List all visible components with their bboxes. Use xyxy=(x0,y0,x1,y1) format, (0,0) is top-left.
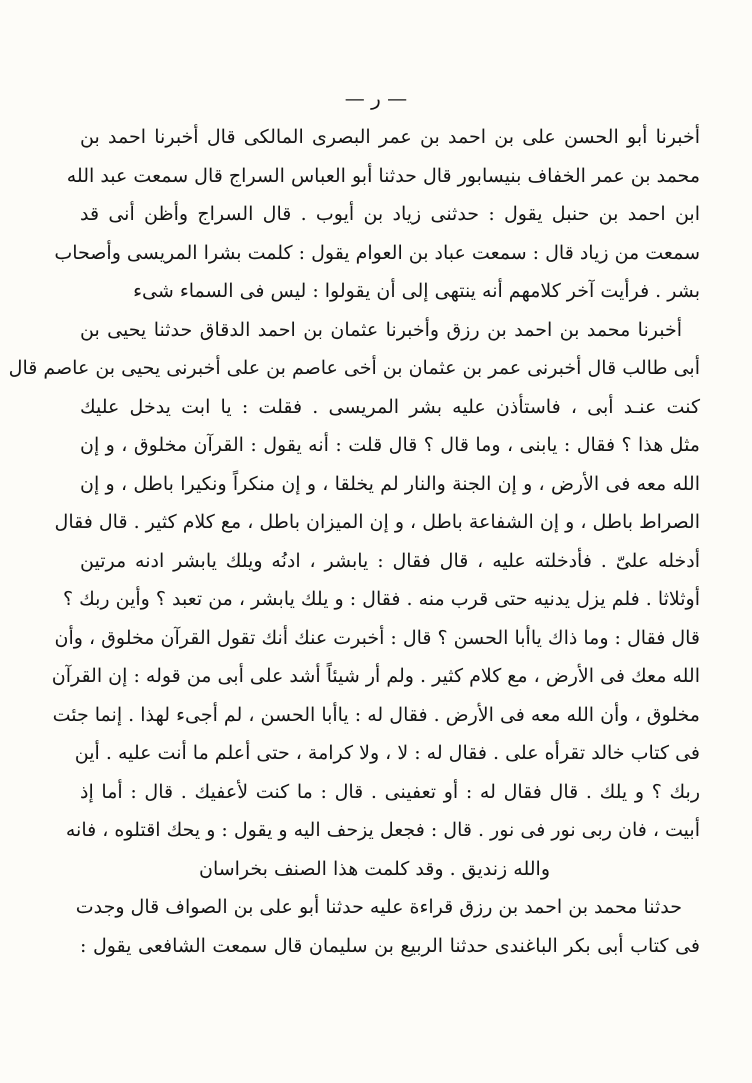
page-marker: — ر — xyxy=(344,86,408,110)
text-line: أبى طالب قال أخبرنى عمر بن عثمان بن أخى عاصم بن على أخبرنى يحيى بن عاصم قال xyxy=(8,357,700,379)
text-line: أخبرنا أبو الحسن على بن احمد بن عمر البصرى المالكى قال أخبرنا احمد بن xyxy=(80,126,700,148)
text-line: أدخله علىّ . فأدخلته عليه ، قال فقال : يابشر ، ادنُه ويلك يابشر ادنه مرتين xyxy=(80,549,700,572)
text-line: والله زنديق . وقد كلمت هذا الصنف بخراسان xyxy=(198,857,550,880)
text-line: قال فقال : وما ذاك ياأبا الحسن ؟ قال : أخبرت عنك أنك تقول القرآن مخلوق ، وأن xyxy=(54,626,700,649)
text-line: أبيت ، فان ربى نور فى نور . قال : فجعل يزحف اليه و يقول : و يحك اقتلوه ، فانه xyxy=(65,819,700,841)
text-line: أخبرنا محمد بن احمد بن رزق وأخبرنا عثمان بن احمد الدقاق حدثنا يحيى بن xyxy=(80,318,682,341)
text-line: الله معك فى الأرض ، مع كلام كثير . ولم أر شيئاً أشد على أبى من قوله : إن القرآن xyxy=(51,665,700,687)
text-line: أوثلاثا . فلم يزل يدنيه حتى قرب منه . فقال : و يلك يابشر ، من تعبد ؟ وأين ربك ؟ xyxy=(63,588,700,610)
text-line: محمد بن عمر الخفاف بنيسابور قال حدثنا أبو العباس السراج قال سمعت عبد الله xyxy=(66,164,700,187)
text-line: فى كتاب خالد تقرأه على . فقال له : لا ، ولا كرامة ، حتى أعلم ما أنت عليه . أين xyxy=(74,742,700,764)
text-line: سمعت من زياد قال : سمعت عباد بن العوام يقول : كلمت بشرا المريسى وأصحاب xyxy=(54,241,700,264)
text-line: بشر . فرأيت آخر كلامهم أنه ينتهى إلى أن يقولوا : ليس فى السماء شىء xyxy=(133,280,700,302)
text-line: حدثنا محمد بن احمد بن رزق قراءة عليه حدثنا أبو على بن الصواف قال وجدت xyxy=(75,896,682,918)
text-line: ربك ؟ و يلك . قال فقال له : أو تعفينى . قال : ما كنت لأعفيك . قال : أما إذ xyxy=(80,780,700,803)
text-line: الصراط باطل ، و إن الشفاعة باطل ، و إن الميزان باطل ، مع كلام كثير . قال فقال xyxy=(54,511,700,533)
text-line: كنت عنـد أبى ، فاستأذن عليه بشر المريسى . فقلت : يا ابت يدخل عليك xyxy=(80,395,700,418)
text-line: فى كتاب أبى بكر الباغندى حدثنا الربيع بن سليمان قال سمعت الشافعى يقول : xyxy=(80,934,700,957)
body-text xyxy=(8,118,700,965)
text-line: ابن احمد بن حنبل يقول : حدثنى زياد بن أيوب . قال السراج وأظن أنى قد xyxy=(80,203,700,225)
text-line: مخلوق ، وأن الله معه فى الأرض . فقال له : ياأبا الحسن ، لم أجىء لهذا . إنما جئت xyxy=(52,703,700,726)
text-line: مثل هذا ؟ فقال : يابنى ، وما قال ؟ قال قلت : أنه يقول : القرآن مخلوق ، و إن xyxy=(80,434,700,456)
text-line: الله معه فى الأرض ، و إن الجنة والنار لم يخلقا ، و إن منكراً ونكيرا باطل ، و إن xyxy=(80,472,700,495)
